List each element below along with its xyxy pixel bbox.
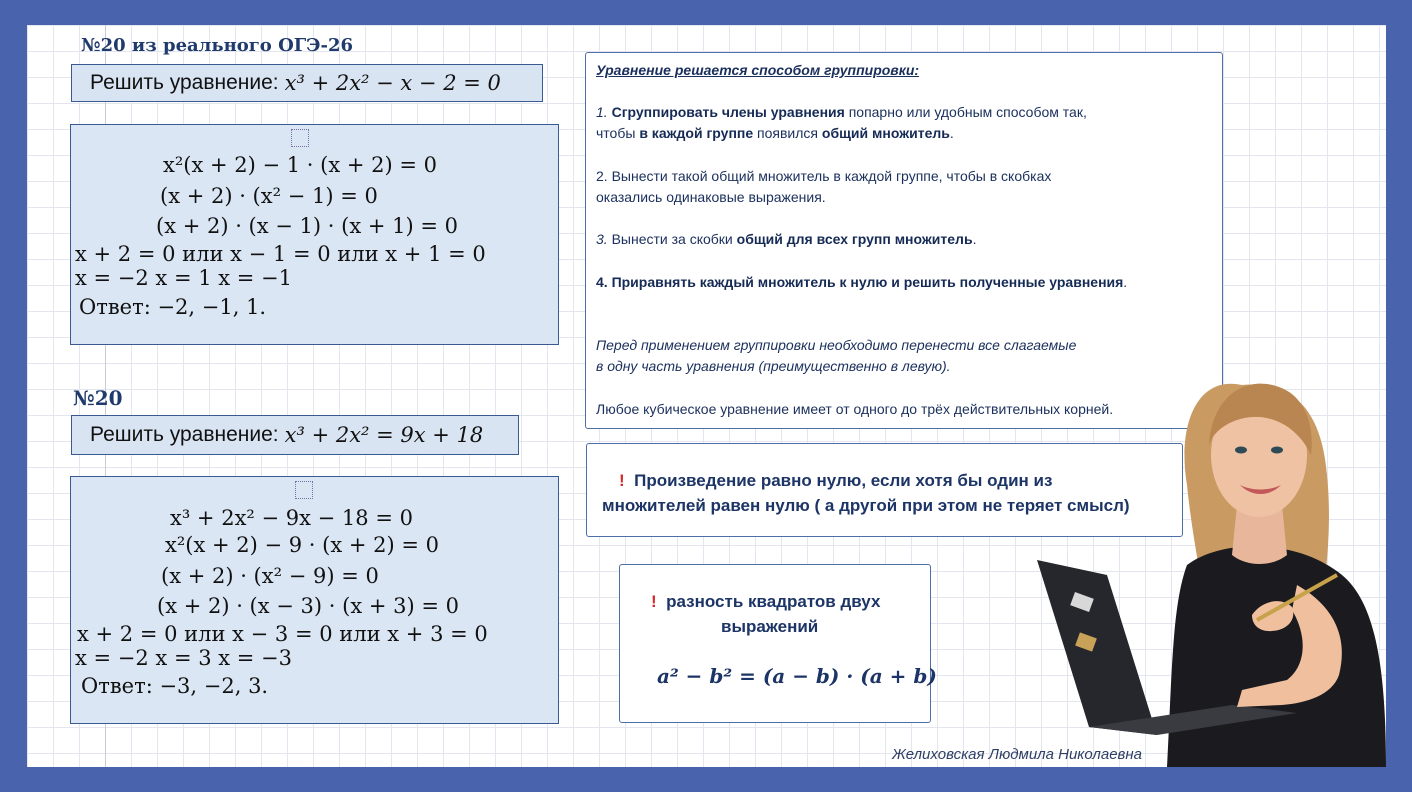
- task1-prompt-box: [71, 64, 543, 102]
- rule-1-text-4: .: [949, 125, 954, 141]
- author-name: Желиховская Людмила Николаевна: [892, 746, 1142, 763]
- squares-formula: a² − b² = (a − b) · (a + b): [657, 664, 937, 688]
- task1-step-1: x²(x + 2) − 1 · (x + 2) = 0: [163, 153, 437, 177]
- rule-1-text: попарно или удобным способом так,: [844, 104, 1087, 120]
- task1-equation: x³ + 2x² − x − 2 = 0: [284, 71, 501, 95]
- squares-text-1: разность квадратов двух: [666, 592, 881, 611]
- rule-2-line-2: оказались одинаковые выражения.: [596, 189, 826, 205]
- warning-icon: !: [619, 471, 625, 490]
- rule-1-line-2: [596, 125, 954, 141]
- placeholder-icon: [291, 129, 309, 147]
- difference-of-squares-box: [619, 564, 931, 723]
- task2-header: №20: [73, 386, 123, 410]
- rule-1-bold: Сгруппировать члены уравнения: [611, 104, 845, 120]
- rule-1-text-3: появился: [753, 125, 822, 141]
- warning-icon: !: [651, 592, 657, 611]
- rule-3-bold: общий для всех групп множитель: [736, 231, 973, 247]
- task1-answer: Ответ: −2, −1, 1.: [79, 295, 267, 319]
- rules-note-line-1: Перед применением группировки необходимо перенести все слагаемые: [596, 337, 1077, 353]
- rule-3-end: .: [972, 231, 977, 247]
- task2-step-2: x²(x + 2) − 9 · (x + 2) = 0: [165, 533, 439, 557]
- task2-step-5: x + 2 = 0 или x − 3 = 0 или x + 3 = 0: [77, 622, 488, 646]
- rule-2-line-1: 2. Вынести такой общий множитель в каждой группе, чтобы в скобках: [596, 168, 1052, 184]
- cubic-roots-note: Любое кубическое уравнение имеет от одного до трёх действительных корней.: [596, 401, 1114, 417]
- placeholder-icon: [295, 481, 313, 499]
- rule-4-end: .: [1123, 274, 1128, 290]
- zero-product-line-1: [619, 471, 1052, 491]
- task2-prompt: Решить уравнение:: [90, 423, 279, 446]
- rule-1-line-1: [596, 104, 1087, 120]
- rules-title: Уравнение решается способом группировки:: [596, 62, 920, 78]
- squares-line-1: [651, 592, 880, 612]
- rule-1-text-2: чтобы: [596, 125, 640, 141]
- rule-1-bold-3: общий множитель: [821, 125, 950, 141]
- rule-3: [596, 231, 976, 247]
- rule-3-number: 3.: [596, 231, 608, 247]
- task2-equation: x³ + 2x² = 9x + 18: [284, 423, 484, 447]
- task1-header: №20 из реального ОГЭ-26: [81, 35, 354, 56]
- zero-product-text-1: Произведение равно нулю, если хотя бы один из: [634, 471, 1053, 490]
- task1-step-4: x + 2 = 0 или x − 1 = 0 или x + 1 = 0: [75, 242, 486, 266]
- squares-line-2: выражений: [721, 617, 819, 636]
- zero-product-line-2: множителей равен нулю ( а другой при этом не теряет смысл): [602, 496, 1130, 515]
- task1-solution-box: [70, 124, 559, 345]
- worksheet: [27, 25, 1386, 767]
- rule-1-number: 1.: [596, 104, 608, 120]
- task1-prompt: Решить уравнение:: [90, 71, 279, 94]
- task1-step-3: (x + 2) · (x − 1) · (x + 1) = 0: [156, 214, 458, 238]
- rules-note-line-2: в одну часть уравнения (преимущественно в левую).: [596, 358, 951, 374]
- task2-solution-box: [70, 476, 559, 724]
- task1-step-2: (x + 2) · (x² − 1) = 0: [160, 184, 378, 208]
- teacher-with-laptop-illustration: [997, 335, 1386, 767]
- task2-prompt-box: [71, 415, 519, 455]
- task2-step-3: (x + 2) · (x² − 9) = 0: [161, 564, 379, 588]
- task2-step-4: (x + 2) · (x − 3) · (x + 3) = 0: [157, 594, 459, 618]
- rule-4: [596, 274, 1127, 290]
- task2-step-6: x = −2 x = 3 x = −3: [75, 646, 292, 670]
- task2-answer: Ответ: −3, −2, 3.: [81, 674, 269, 698]
- rule-4-bold: 4. Приравнять каждый множитель к нулю и решить полученные уравнения: [596, 274, 1124, 290]
- rule-1-bold-2: в каждой группе: [639, 125, 754, 141]
- task2-step-1: x³ + 2x² − 9x − 18 = 0: [170, 506, 413, 530]
- task1-step-5: x = −2 x = 1 x = −1: [75, 266, 292, 290]
- rule-3-text: Вынести за скобки: [607, 231, 737, 247]
